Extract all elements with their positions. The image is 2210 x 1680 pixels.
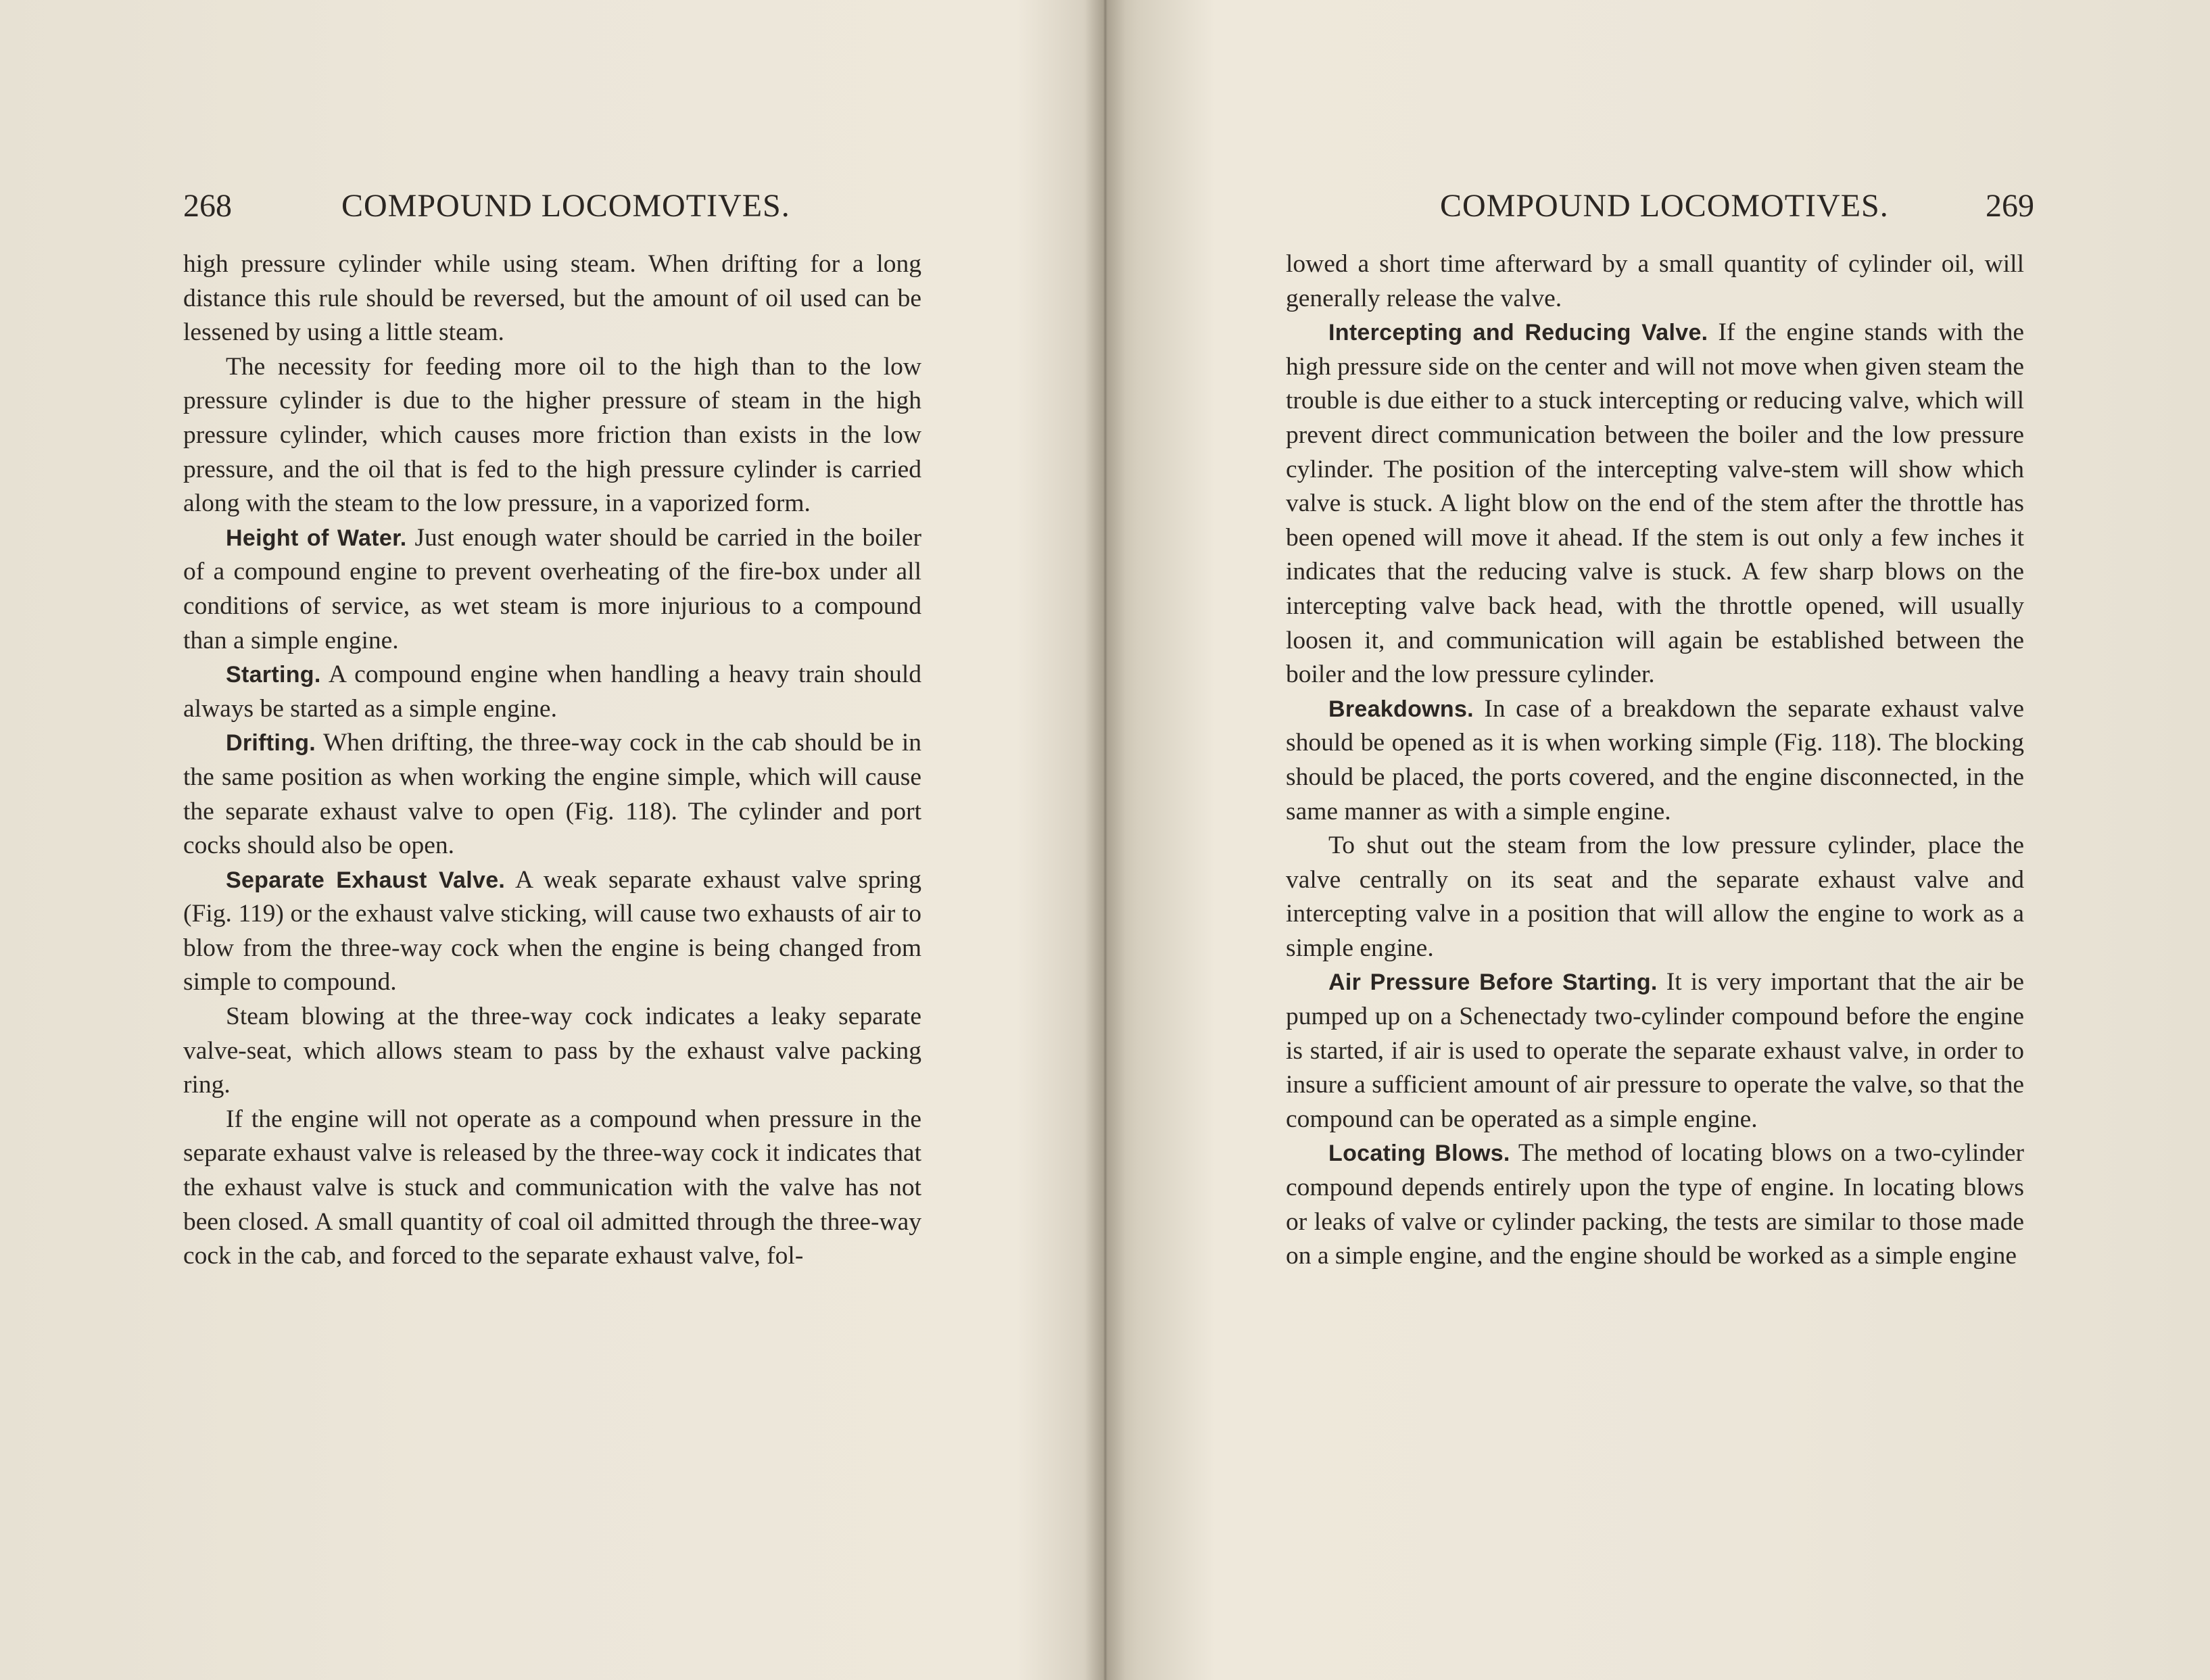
section-heading: Intercepting and Reducing Valve. (1328, 320, 1708, 346)
section-heading: Starting. (226, 662, 321, 688)
paragraph: To shut out the steam from the low pressure cylinder, place the valve centrally on its seat and the separate exhaust valve and intercepting valve in a position that will allow the engine to work as a simple engine. (1286, 832, 2024, 962)
paragraph: lowed a short time afterward by a small quantity of cylinder oil, will generally release the valve. (1286, 250, 2024, 312)
paragraph: If the engine will not operate as a compound when pressure in the separate exhaust valve is released by the three-way cock it indicates that the exhaust valve is stuck and communication with the valve has not been closed. A small quantity of coal oil admitted through the three-way cock in the cab, and forced to the separate exhaust valve, fol- (183, 1105, 921, 1270)
paragraph: high pressure cylinder while using steam. When drifting for a long distance this rule should be reversed, but the amount of oil used can be lessened by using a little steam. (183, 250, 921, 347)
paragraph: Drifting. When drifting, the three-way cock in the cab should be in the same position as when working the engine simple, which will cause the separate exhaust valve to open (Fig. 118). The cylinder and port cocks should also be open. (183, 729, 921, 860)
left-page-body (183, 247, 921, 1274)
paragraph: Intercepting and Reducing Valve. If the engine stands with the high pressure side on the center and will not move when given steam the trouble is due either to a stuck intercepting or reducing valve, which will prevent direct communication between the boiler and the low pressure cylinder. The position of the intercepting valve-stem will show which valve is stuck. A light blow on the end of the stem after the throttle has been opened will move it ahead. If the stem is out only a few inches it indicates that the reducing valve is stuck. A few sharp blows on the intercepting valve back head, with the throttle opened, will usually loosen it, and communication will again be established between the boiler and the low pressure cylinder. (1286, 318, 2025, 689)
paragraph: Steam blowing at the three-way cock indicates a leaky separate valve-seat, which allows steam to pass by the exhaust valve packing ring. (183, 1003, 921, 1099)
section-heading: Height of Water. (226, 525, 407, 551)
right-running-head: COMPOUND LOCOMOTIVES. (1440, 188, 1889, 224)
paragraph: The necessity for feeding more oil to the high than to the low pressure cylinder is due to the higher pressure of steam in the high pressure cylinder, which causes more friction than exists in the low pressure, and the oil that is fed to the high pressure cylinder is carried along with the steam to the low pressure, in a vaporized form. (183, 352, 921, 518)
right-page-number: 269 (1986, 188, 2034, 224)
section-heading: Air Pressure Before Starting. (1328, 969, 1658, 996)
right-page (1115, 0, 2210, 1680)
paragraph: Locating Blows. The method of locating blows on a two-cylinder compound depends entirely upon the type of engine. In locating blows or leaks of valve or cylinder packing, the tests are similar to those made on a simple engine, and the engine should be worked as a simple engine (1286, 1139, 2025, 1270)
left-running-head: COMPOUND LOCOMOTIVES. (341, 188, 790, 224)
section-heading: Breakdowns. (1328, 696, 1474, 722)
left-page (0, 0, 1095, 1680)
right-page-body (1286, 247, 2024, 1274)
paragraph: Separate Exhaust Valve. A weak separate exhaust valve spring (Fig. 119) or the exhaust valve sticking, will cause two exhausts of air to blow from the three-way cock when the engine is being changed from simple to compound. (183, 865, 921, 997)
section-heading: Drifting. (226, 730, 316, 757)
left-page-number: 268 (183, 188, 232, 224)
section-heading: Locating Blows. (1328, 1141, 1510, 1167)
paragraph: Starting. A compound engine when handling a heavy train should always be started as a simple engine. (183, 661, 921, 723)
section-heading: Separate Exhaust Valve. (226, 867, 506, 893)
paragraph: Breakdowns. In case of a breakdown the separate exhaust valve should be opened as it is when working simple (Fig. 118). The blocking should be placed, the ports covered, and the engine disconnected, in the same manner as with a simple engine. (1286, 694, 2025, 825)
paragraph: Height of Water. Just enough water should be carried in the boiler of a compound engine to prevent overheating of the fire-box under all conditions of service, as wet steam is more injurious to a compound than a simple engine. (183, 523, 922, 654)
paragraph: Air Pressure Before Starting. It is very important that the air be pumped up on a Schenectady two-cylinder compound before the engine is started, if air is used to operate the separate exhaust valve, in order to insure a sufficient amount of air pressure to operate the valve, so that the compound can be operated as a simple engine. (1286, 968, 2024, 1133)
